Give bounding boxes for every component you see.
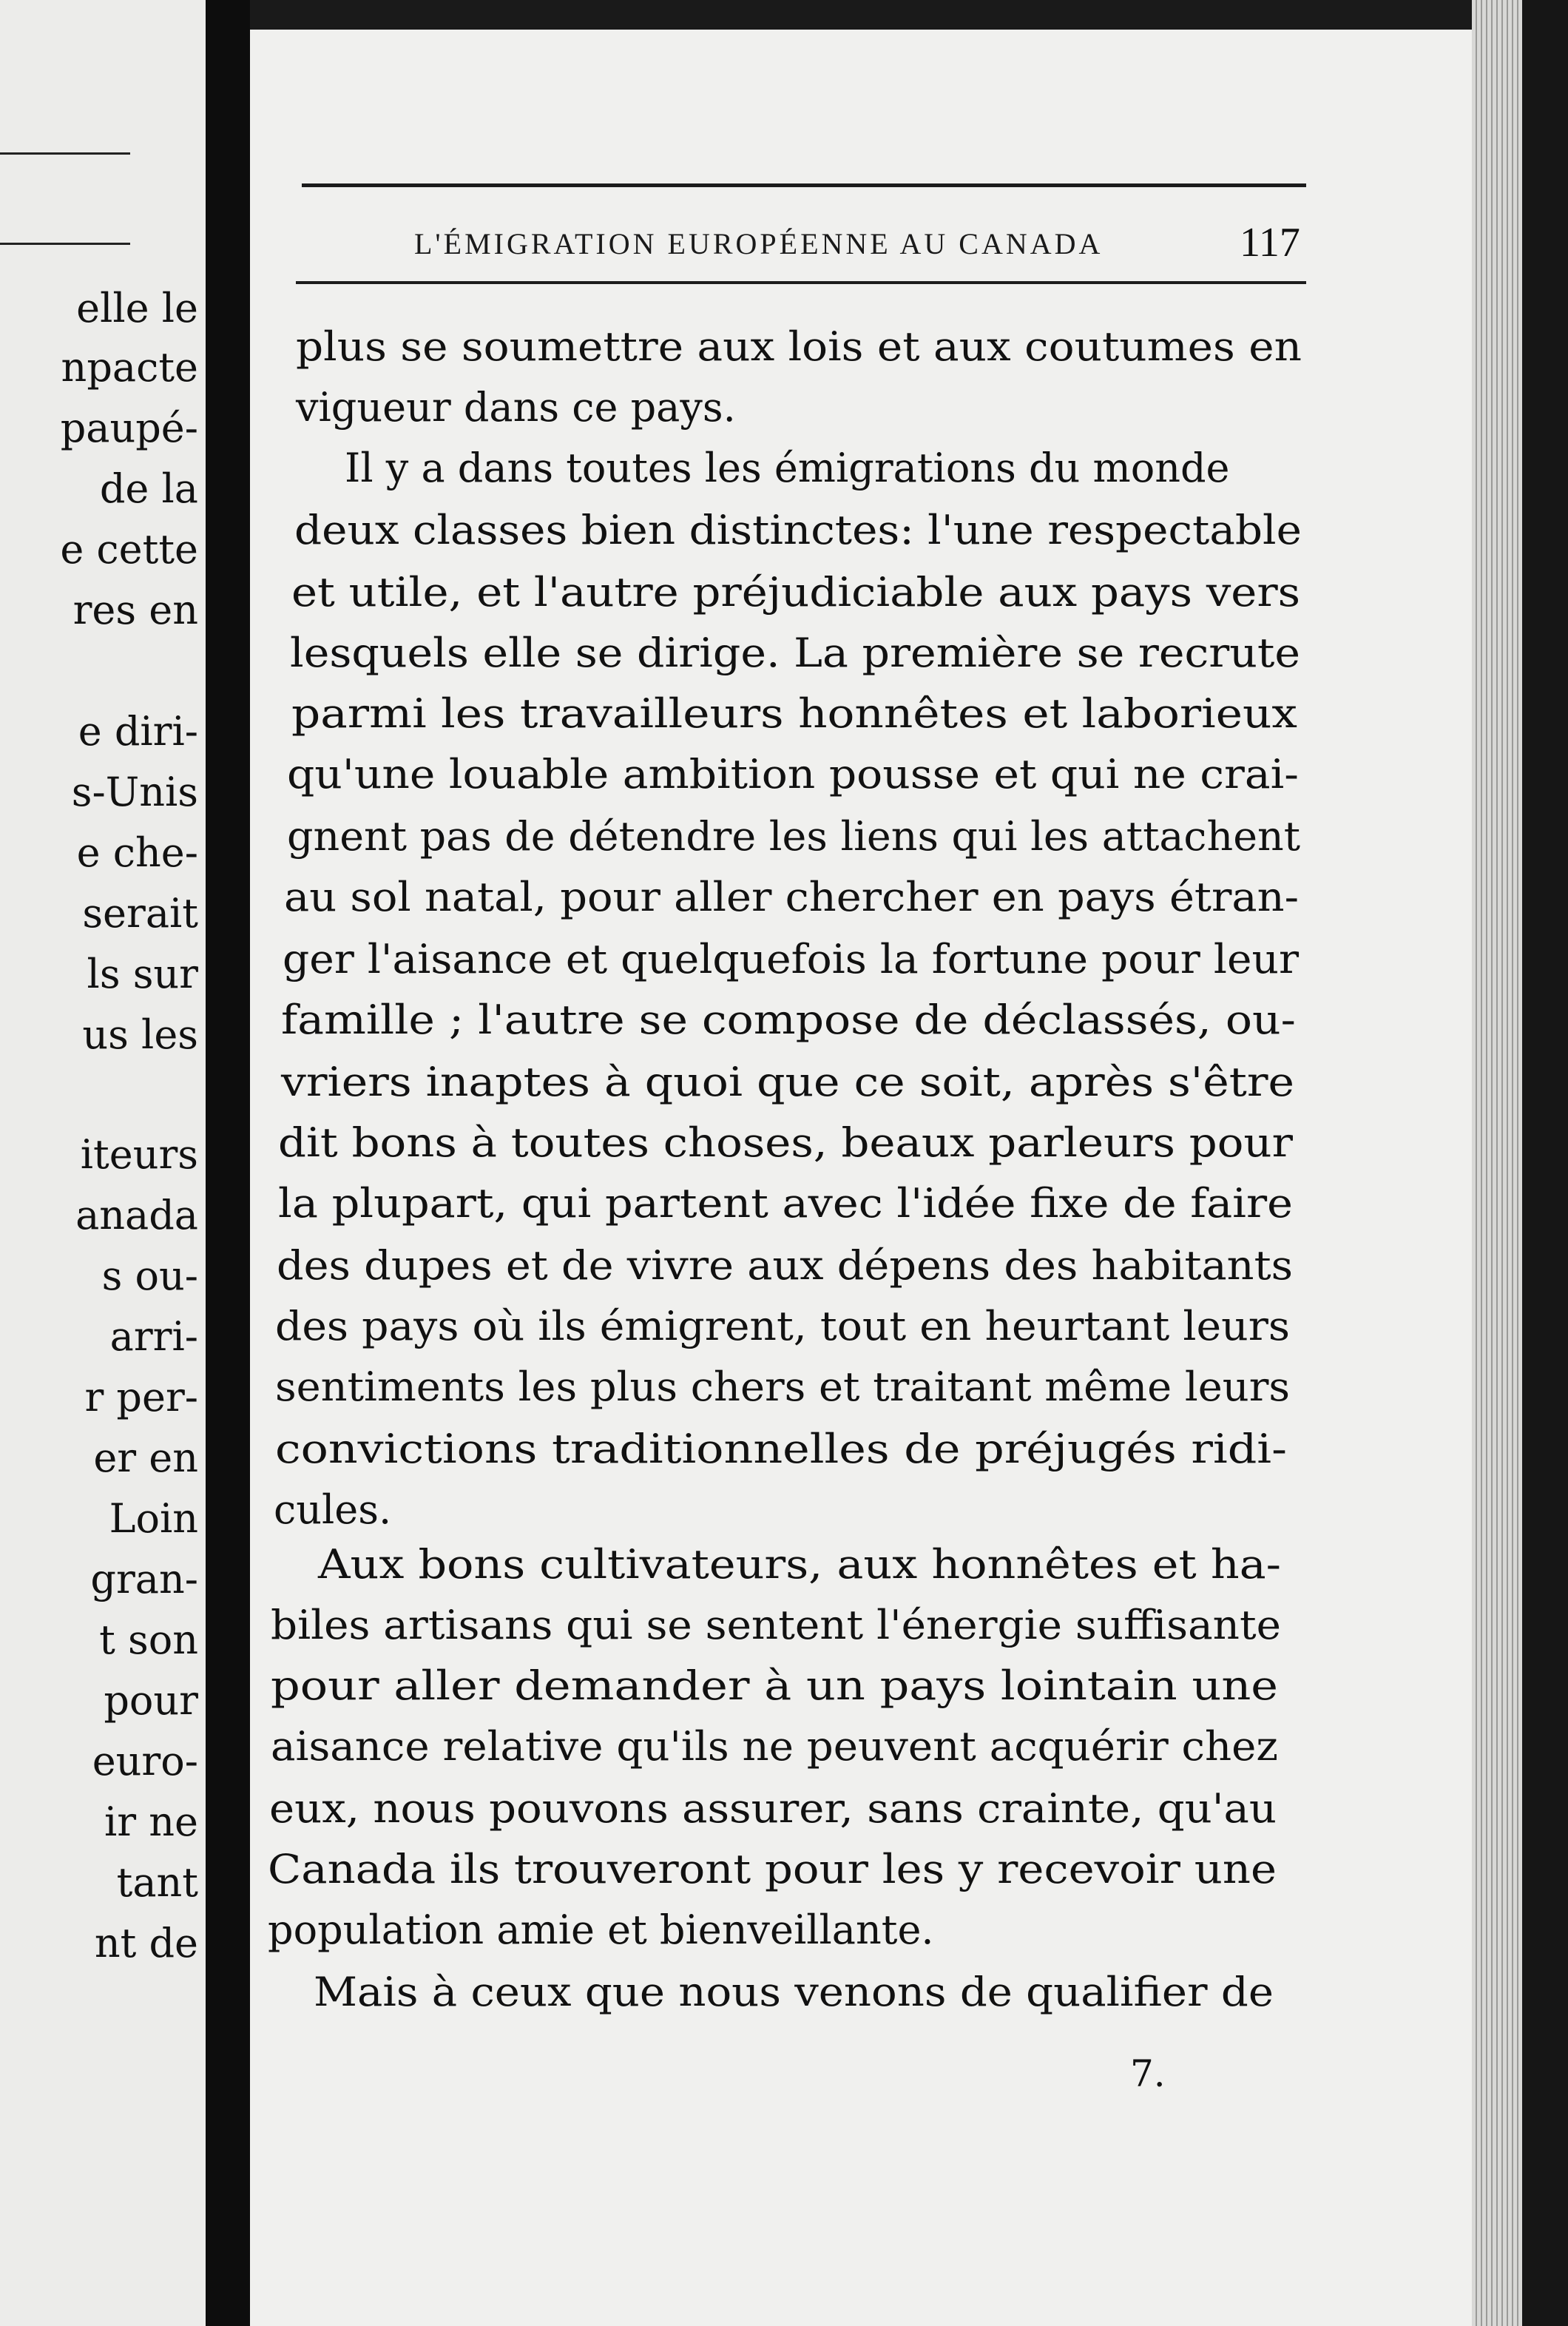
left-page-line: arri- <box>109 1313 198 1360</box>
left-page-line: res en <box>72 587 198 633</box>
left-page-line: ls sur <box>87 951 198 997</box>
left-page-line: elle le <box>76 285 198 331</box>
left-page-line: anada <box>75 1192 198 1238</box>
body-line: famille ; l'autre se compose de déclassés, ou- <box>281 997 1296 1043</box>
left-page-line: s ou- <box>101 1253 198 1299</box>
left-page-line: euro- <box>92 1738 198 1784</box>
body-line: Canada ils trouveront pour les y recevoir une <box>268 1846 1277 1892</box>
body-line: deux classes bien distinctes: l'une respectable <box>294 507 1302 553</box>
left-page-line: us les <box>82 1011 198 1058</box>
body-line: Il y a dans toutes les émigrations du monde <box>345 445 1230 491</box>
left-page-rule-bottom <box>0 243 130 245</box>
left-page-line: tant <box>116 1859 198 1906</box>
header-rule-bottom <box>296 281 1306 284</box>
body-line: sentiments les plus chers et traitant même leurs <box>275 1363 1291 1410</box>
left-facing-page <box>0 0 206 2326</box>
top-shadow <box>250 0 1568 30</box>
left-page-line: t son <box>99 1617 198 1663</box>
body-line: et utile, et l'autre préjudiciable aux pays vers <box>291 569 1301 616</box>
left-page-line: de la <box>99 465 198 512</box>
header-rule-top <box>302 183 1306 187</box>
body-line: dit bons à toutes choses, beaux parleurs pour <box>278 1119 1293 1166</box>
body-line: qu'une louable ambition pousse et qui ne crai- <box>287 751 1299 798</box>
page-number: 117 <box>1240 220 1300 266</box>
left-page-line: gran- <box>90 1556 198 1602</box>
body-line: pour aller demander à un pays lointain une <box>271 1662 1279 1709</box>
body-line: la plupart, qui partent avec l'idée fixe de faire <box>278 1180 1293 1227</box>
body-line: population amie et bienveillante. <box>268 1907 934 1953</box>
left-page-line: Loin <box>109 1495 198 1542</box>
body-line: vriers inaptes à quoi que ce soit, après s'être <box>281 1059 1294 1105</box>
left-page-rule-top <box>0 152 130 155</box>
body-line: biles artisans qui se sentent l'énergie suffisante <box>271 1602 1281 1648</box>
left-page-line: paupé- <box>60 405 198 451</box>
left-page-line: e cette <box>60 526 198 573</box>
left-page-line: r per- <box>84 1374 198 1420</box>
signature-mark: 7. <box>1130 2052 1166 2095</box>
left-page-line: iteurs <box>80 1131 198 1178</box>
left-page-line: e diri- <box>78 708 198 755</box>
body-line: eux, nous pouvons assurer, sans crainte, qu'au <box>269 1785 1277 1832</box>
left-page-line: e che- <box>76 829 198 876</box>
body-line: gnent pas de détendre les liens qui les attachent <box>287 813 1301 860</box>
left-page-line: serait <box>82 890 198 937</box>
book-gutter <box>206 0 250 2326</box>
body-line: Mais à ceux que nous venons de qualifier de <box>314 1969 1274 2015</box>
body-line: des dupes et de vivre aux dépens des habitants <box>277 1242 1293 1289</box>
running-head: L'ÉMIGRATION EUROPÉENNE AU CANADA <box>414 227 1104 260</box>
right-shadow <box>1522 0 1568 2326</box>
body-line: vigueur dans ce pays. <box>296 384 736 431</box>
body-line: aisance relative qu'ils ne peuvent acquérir chez <box>271 1723 1279 1770</box>
body-line: convictions traditionnelles de préjugés ridi- <box>275 1426 1287 1472</box>
left-page-line: er en <box>93 1435 198 1481</box>
left-page-line: pour <box>104 1677 198 1724</box>
left-page-line: ir ne <box>104 1799 198 1845</box>
left-page-line: nt de <box>94 1920 198 1966</box>
body-line: au sol natal, pour aller chercher en pays étran- <box>284 874 1299 920</box>
body-line: lesquels elle se dirige. La première se recrute <box>290 630 1301 676</box>
page-edges <box>1472 0 1522 2326</box>
body-line: des pays où ils émigrent, tout en heurtant leurs <box>275 1303 1290 1349</box>
body-line: Aux bons cultivateurs, aux honnêtes et ha- <box>318 1541 1282 1588</box>
body-line: plus se soumettre aux lois et aux coutumes en <box>296 323 1302 370</box>
left-page-line: s-Unis <box>71 769 198 815</box>
left-page-line: npacte <box>61 344 198 391</box>
body-line: ger l'aisance et quelquefois la fortune pour leur <box>283 936 1300 982</box>
body-line: parmi les travailleurs honnêtes et laborieux <box>291 690 1297 737</box>
body-line: cules. <box>274 1486 392 1533</box>
